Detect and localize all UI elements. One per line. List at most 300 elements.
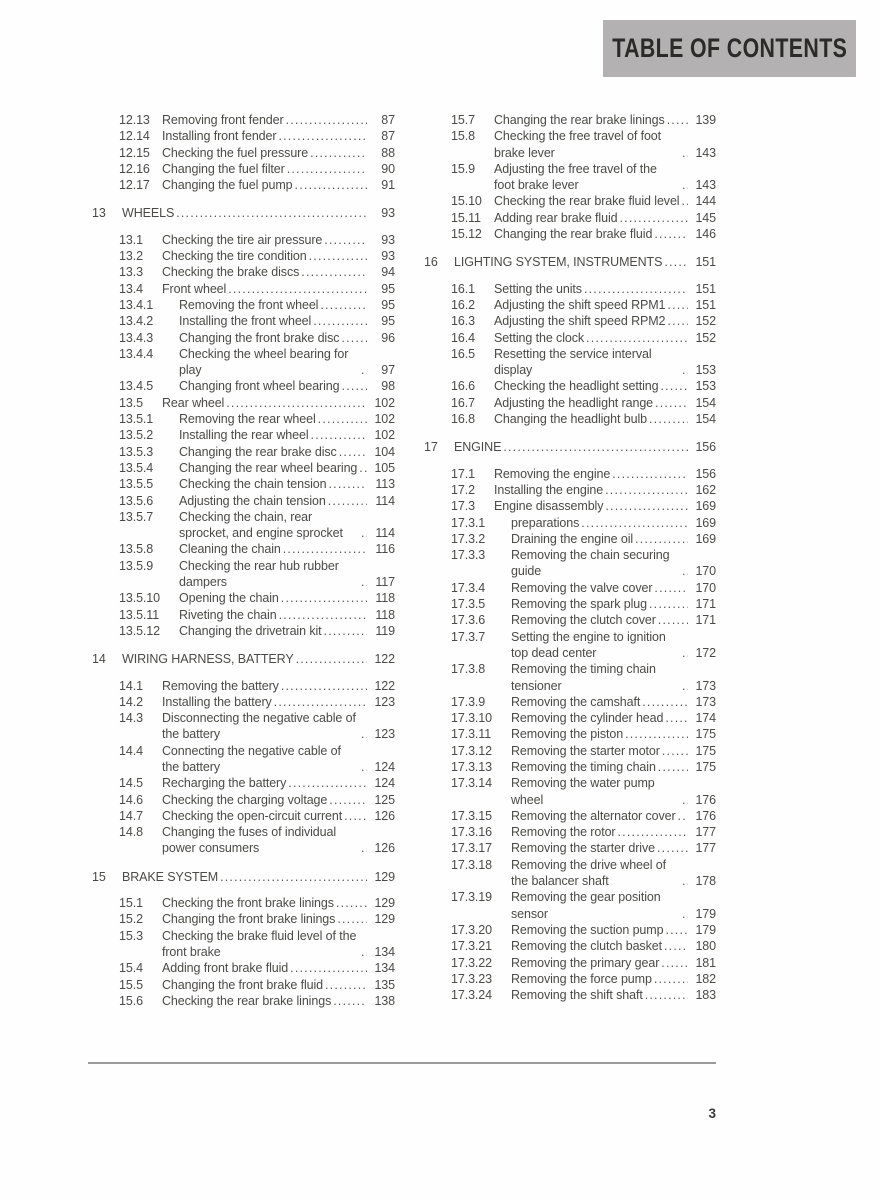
leader-dots <box>680 678 688 694</box>
toc-entry-number: 17.3.1 <box>451 515 486 530</box>
toc-entry-body <box>511 775 716 808</box>
toc-entry <box>119 743 395 776</box>
toc-entry-number: 13.4 <box>119 281 143 296</box>
toc-entry-body <box>494 466 716 482</box>
toc-entry-title: Removing the spark plug <box>511 597 647 612</box>
toc-entry-title: Removing the suction pump <box>511 922 664 937</box>
toc-entry-body <box>494 313 716 329</box>
leader-dots <box>680 906 688 922</box>
toc-entry <box>451 547 716 580</box>
toc-entry <box>451 808 716 824</box>
toc-entry-number: 13.4.5 <box>119 379 154 394</box>
toc-entry-number: 14 <box>92 652 106 667</box>
toc-entry-number: 13.5.11 <box>119 607 160 622</box>
toc-entry-title: Checking the tire air pressure <box>162 232 323 247</box>
toc-entry-page: 173 <box>695 694 716 709</box>
leader-dots <box>582 281 688 297</box>
toc-entry-page: 125 <box>374 792 395 807</box>
leader-dots <box>584 330 688 346</box>
toc-entry-body <box>511 612 716 628</box>
toc-entry-title: Front wheel <box>162 281 227 296</box>
toc-entry <box>119 694 395 710</box>
toc-entry-number: 17.3.4 <box>451 580 486 595</box>
toc-entry-body <box>511 938 716 954</box>
toc-entry-number: 13.5 <box>119 395 143 410</box>
leader-dots <box>610 466 688 482</box>
toc-entry-page: 162 <box>695 482 716 497</box>
toc-entry <box>119 297 395 313</box>
toc-entry-title: Recharging the battery <box>162 776 287 791</box>
toc-entry-number: 17.3.21 <box>451 939 493 954</box>
toc-entry-title: Removing the clutch basket <box>511 939 662 954</box>
toc-entry-body <box>511 840 716 856</box>
toc-entry-number: 17.3.5 <box>451 597 486 612</box>
toc-entry-title: Riveting the chain <box>179 607 277 622</box>
toc-entry-body <box>179 509 395 542</box>
toc-entry-page: 174 <box>695 711 716 726</box>
toc-entry-body <box>162 895 395 911</box>
toc-entry <box>451 346 716 379</box>
toc-entry-body <box>162 792 395 808</box>
toc-entry-number: 14.1 <box>119 678 143 693</box>
toc-entry-body <box>511 694 716 710</box>
toc-entry-page: 182 <box>695 971 716 986</box>
toc-entry-body <box>162 128 395 144</box>
toc-entry-title: Removing the chain securing guide <box>511 548 670 579</box>
toc-entry-page: 179 <box>695 922 716 937</box>
leader-dots <box>662 254 688 270</box>
toc-entry-title: Checking the brake discs <box>162 265 300 280</box>
toc-entry-body <box>494 161 716 194</box>
toc-entry-title: Checking the open-circuit current <box>162 808 343 823</box>
toc-entry-title: Adding rear brake fluid <box>494 210 618 225</box>
leader-dots <box>299 264 367 280</box>
toc-entry-page: 113 <box>375 477 395 492</box>
leader-dots <box>665 112 688 128</box>
toc-entry-page: 124 <box>374 759 395 774</box>
toc-entry-number: 13.2 <box>119 249 143 264</box>
toc-entry-page: 95 <box>381 314 395 329</box>
toc-entry-body <box>162 177 395 193</box>
toc-entry-body <box>179 346 395 379</box>
toc-entry-title: Disconnecting the negative cable of the battery <box>162 711 356 742</box>
toc-entry-body <box>511 971 716 987</box>
toc-entry-page: 152 <box>695 314 716 329</box>
toc-entry-body <box>179 476 395 492</box>
toc-entry <box>451 193 716 209</box>
toc-entry-page: 176 <box>695 808 716 823</box>
toc-entry-number: 17.3.18 <box>451 857 493 872</box>
toc-entry <box>119 411 395 427</box>
toc-entry-number: 13.5.12 <box>119 623 161 638</box>
toc-entry-body <box>511 743 716 759</box>
toc-entry-body <box>162 960 395 976</box>
leader-dots <box>327 792 367 808</box>
toc-entry-number: 15.2 <box>119 912 143 927</box>
toc-entry-body <box>179 313 395 329</box>
toc-entry-number: 17.3.19 <box>451 890 493 905</box>
toc-entry-title: Setting the clock <box>494 330 585 345</box>
toc-entry-page: 156 <box>695 440 716 455</box>
toc-entry-page: 181 <box>695 955 716 970</box>
leader-dots <box>633 531 688 547</box>
page-number: 3 <box>708 1106 716 1121</box>
toc-entry-number: 17.3.2 <box>451 531 486 546</box>
toc-entry-body <box>511 726 716 742</box>
toc-entry-number: 15.5 <box>119 977 143 992</box>
toc-entry <box>119 824 395 857</box>
toc-entry-number: 17.3.17 <box>451 841 493 856</box>
toc-container <box>88 112 716 1009</box>
toc-entry <box>451 531 716 547</box>
toc-entry-number: 15.7 <box>451 113 475 127</box>
toc-entry-number: 17.3.7 <box>451 629 486 644</box>
toc-entry-page: 169 <box>695 499 716 514</box>
toc-entry-number: 12.15 <box>119 145 150 160</box>
toc-entry-number: 17.3.6 <box>451 613 486 628</box>
leader-dots <box>331 993 367 1009</box>
leader-dots <box>326 493 367 509</box>
toc-entry <box>451 281 716 297</box>
toc-entry <box>119 145 395 161</box>
toc-entry-title: preparations <box>511 515 580 530</box>
toc-entry-number: 16.6 <box>451 379 475 394</box>
toc-entry-body <box>162 911 395 927</box>
toc-entry-title: Checking the free travel of foot brake lever <box>494 129 662 160</box>
toc-entry-number: 17.3 <box>451 499 475 514</box>
toc-entry-body <box>494 193 716 209</box>
toc-entry-number: 16.1 <box>451 281 475 296</box>
toc-entry <box>119 928 395 961</box>
toc-entry-number: 13 <box>92 206 106 221</box>
toc-entry-number: 12.17 <box>119 178 150 193</box>
toc-entry-body <box>511 661 716 694</box>
toc-entry-number: 13.3 <box>119 265 143 280</box>
toc-entry-page: 129 <box>374 896 395 911</box>
footer-divider <box>88 1062 716 1064</box>
toc-entry-title: Checking the front brake linings <box>162 896 334 911</box>
toc-entry-number: 13.5.2 <box>119 428 154 443</box>
toc-entry-body <box>511 857 716 890</box>
toc-entry-page: 97 <box>381 363 395 378</box>
toc-entry-number: 16.5 <box>451 346 475 361</box>
toc-entry-body <box>162 264 395 280</box>
toc-entry-title: Removing the front wheel <box>179 297 319 312</box>
toc-entry-page: 180 <box>695 939 716 954</box>
toc-entry-body <box>511 515 716 531</box>
toc-entry-title: Setting the engine to ignition top dead center <box>511 629 666 660</box>
toc-entry-title: Changing the front brake fluid <box>162 977 323 992</box>
toc-entry <box>119 444 395 460</box>
leader-dots <box>680 792 688 808</box>
toc-entry-title: Changing the headlight bulb <box>494 412 647 427</box>
toc-entry <box>119 710 395 743</box>
toc-entry-body <box>179 541 395 557</box>
leader-dots <box>293 177 367 193</box>
toc-entry <box>119 161 395 177</box>
toc-entry-number: 13.4.3 <box>119 330 154 345</box>
toc-entry-page: 135 <box>374 977 395 992</box>
toc-entry-page: 93 <box>381 206 395 221</box>
toc-entry-page: 138 <box>374 993 395 1008</box>
toc-entry-page: 102 <box>374 395 395 410</box>
leader-dots <box>318 297 367 313</box>
leader-dots <box>579 515 688 531</box>
toc-entry <box>119 177 395 193</box>
leader-dots <box>676 808 688 824</box>
toc-entry-page: 154 <box>695 395 716 410</box>
toc-entry-title: Changing the rear brake linings <box>494 113 665 127</box>
toc-entry-title: Adjusting the headlight range <box>494 395 654 410</box>
leader-dots <box>357 460 367 476</box>
toc-entry-title: Checking the rear hub rubber dampers <box>179 558 339 590</box>
toc-entry-page: 126 <box>374 841 395 856</box>
leader-dots <box>680 362 688 378</box>
toc-entry-page: 102 <box>374 428 395 443</box>
toc-entry-page: 95 <box>381 281 395 296</box>
leader-dots <box>288 960 367 976</box>
toc-entry-title: LIGHTING SYSTEM, INSTRUMENTS <box>454 255 663 270</box>
toc-entry-number: 16 <box>424 255 438 270</box>
toc-entry <box>451 759 716 775</box>
leader-dots <box>680 873 688 889</box>
leader-dots <box>224 395 367 411</box>
toc-entry <box>451 580 716 596</box>
toc-entry-title: Changing the fuel pump <box>162 178 293 193</box>
toc-entry-page: 98 <box>381 379 395 394</box>
leader-dots <box>277 607 367 623</box>
toc-entry <box>451 743 716 759</box>
toc-entry-body <box>179 607 395 623</box>
toc-entry <box>88 205 395 221</box>
toc-entry-title: Removing the piston <box>511 727 624 742</box>
toc-entry <box>451 840 716 856</box>
toc-entry-number: 13.4.4 <box>119 346 154 361</box>
toc-entry-page: 117 <box>375 575 395 590</box>
toc-entry-body <box>494 411 716 427</box>
leader-dots <box>359 944 367 960</box>
toc-entry-body <box>494 210 716 226</box>
toc-entry-number: 17.3.13 <box>451 759 493 774</box>
toc-entry-page: 139 <box>695 113 716 127</box>
toc-entry-number: 15.3 <box>119 928 143 943</box>
toc-entry <box>451 498 716 514</box>
leader-dots <box>655 840 688 856</box>
toc-entry <box>451 313 716 329</box>
toc-entry-number: 14.2 <box>119 694 143 709</box>
toc-entry-title: Removing the gear position sensor <box>511 890 661 921</box>
toc-entry <box>119 493 395 509</box>
toc-column-right <box>420 112 716 1009</box>
toc-entry-body <box>511 629 716 662</box>
toc-entry-page: 144 <box>695 194 716 209</box>
toc-entry-page: 104 <box>374 444 395 459</box>
leader-dots <box>643 987 688 1003</box>
toc-entry-body <box>179 444 395 460</box>
toc-entry <box>119 993 395 1009</box>
toc-entry <box>451 824 716 840</box>
toc-entry-page: 175 <box>695 743 716 758</box>
toc-entry-body <box>494 498 716 514</box>
toc-entry-body <box>162 232 395 248</box>
toc-entry-body <box>511 531 716 547</box>
toc-entry-number: 15 <box>92 869 106 884</box>
leader-dots <box>323 977 367 993</box>
toc-entry <box>119 395 395 411</box>
leader-dots <box>276 128 367 144</box>
leader-dots <box>680 145 688 161</box>
toc-entry-page: 114 <box>375 493 395 508</box>
toc-entry-title: WHEELS <box>122 206 175 221</box>
leader-dots <box>647 411 688 427</box>
toc-entry-body <box>511 580 716 596</box>
leader-dots <box>322 623 367 639</box>
toc-entry-page: 179 <box>695 906 716 921</box>
leader-dots <box>680 645 688 661</box>
toc-entry-title: Removing the shift shaft <box>511 988 643 1003</box>
toc-entry-page: 134 <box>374 944 395 959</box>
toc-entry-number: 13.5.4 <box>119 460 154 475</box>
leader-dots <box>658 378 688 394</box>
leader-dots <box>663 710 688 726</box>
toc-entry-page: 151 <box>695 281 716 296</box>
leader-dots <box>339 330 367 346</box>
toc-entry-number: 13.5.6 <box>119 493 154 508</box>
toc-entry-body <box>162 248 395 264</box>
toc-entry-number: 13.1 <box>119 232 143 247</box>
toc-entry-title: Changing the fuel filter <box>162 161 285 176</box>
toc-entry-body <box>162 710 395 743</box>
toc-entry <box>119 895 395 911</box>
toc-entry-page: 175 <box>695 759 716 774</box>
toc-entry-number: 16.3 <box>451 314 475 329</box>
toc-entry-title: Changing the drivetrain kit <box>179 623 322 638</box>
toc-entry-body <box>179 558 395 591</box>
toc-entry-body <box>162 112 395 128</box>
leader-dots <box>652 226 688 242</box>
toc-entry-body <box>494 226 716 242</box>
toc-entry-body <box>162 775 395 791</box>
toc-entry <box>451 629 716 662</box>
toc-entry-page: 96 <box>381 330 395 345</box>
leader-dots <box>309 427 367 443</box>
leader-dots <box>501 439 688 455</box>
toc-entry-body <box>179 623 395 639</box>
toc-entry-body <box>511 808 716 824</box>
toc-entry-page: 123 <box>374 727 395 742</box>
toc-entry-number: 17.3.15 <box>451 808 493 823</box>
leader-dots <box>226 281 367 297</box>
toc-entry-page: 151 <box>695 255 716 270</box>
toc-entry-page: 176 <box>695 792 716 807</box>
leader-dots <box>174 205 367 221</box>
toc-entry-title: Checking the charging voltage <box>162 792 328 807</box>
toc-entry-body <box>162 694 395 710</box>
toc-entry-number: 13.5.7 <box>119 509 154 524</box>
leader-dots <box>659 955 688 971</box>
toc-entry-number: 15.8 <box>451 129 475 144</box>
toc-entry-body <box>162 993 395 1009</box>
leader-dots <box>680 193 689 209</box>
toc-entry-number: 15.10 <box>451 194 482 209</box>
leader-dots <box>660 743 688 759</box>
toc-entry-title: Checking the chain, rear sprocket, and engine sprocket <box>179 509 343 541</box>
toc-entry <box>119 911 395 927</box>
leader-dots <box>218 869 367 885</box>
toc-entry <box>451 938 716 954</box>
toc-entry-number: 14.4 <box>119 743 143 758</box>
toc-entry <box>119 281 395 297</box>
leader-dots <box>359 362 367 378</box>
toc-entry-title: Removing the timing chain <box>511 759 656 774</box>
leader-dots <box>327 476 368 492</box>
page-header <box>603 20 856 77</box>
toc-entry-title: Checking the fuel pressure <box>162 145 309 160</box>
leader-dots <box>662 938 688 954</box>
toc-entry-number: 14.7 <box>119 808 143 823</box>
leader-dots <box>359 726 367 742</box>
toc-entry-number: 15.12 <box>451 227 482 242</box>
toc-entry <box>119 678 395 694</box>
toc-entry-title: Removing the valve cover <box>511 580 653 595</box>
toc-entry-title: Draining the engine oil <box>511 531 634 546</box>
toc-entry-page: 153 <box>695 379 716 394</box>
toc-entry-page: 119 <box>375 623 395 638</box>
toc-entry-number: 17.3.9 <box>451 694 486 709</box>
toc-entry-number: 16.4 <box>451 330 475 345</box>
toc-entry-body <box>179 378 395 394</box>
toc-entry <box>451 297 716 313</box>
toc-entry-page: 156 <box>695 466 716 481</box>
toc-entry-number: 12.13 <box>119 113 150 127</box>
toc-entry <box>88 651 395 667</box>
toc-entry <box>451 161 716 194</box>
toc-entry-body <box>494 330 716 346</box>
toc-entry-number: 17.3.10 <box>451 711 493 726</box>
toc-entry-page: 178 <box>695 874 716 889</box>
toc-entry-title: Setting the units <box>494 281 582 296</box>
toc-entry-page: 124 <box>374 776 395 791</box>
toc-entry-title: Checking the tire condition <box>162 249 307 264</box>
toc-entry-number: 16.2 <box>451 297 475 312</box>
leader-dots <box>340 378 367 394</box>
toc-entry <box>451 857 716 890</box>
toc-entry-page: 134 <box>374 961 395 976</box>
toc-entry-title: Removing the clutch cover <box>511 613 656 628</box>
toc-entry-number: 17.1 <box>451 466 475 481</box>
toc-entry-number: 17.3.23 <box>451 971 493 986</box>
leader-dots <box>647 596 688 612</box>
toc-entry-title: Checking the chain tension <box>179 477 327 492</box>
toc-entry-page: 116 <box>375 542 395 557</box>
toc-entry-page: 172 <box>695 645 716 660</box>
toc-entry <box>451 661 716 694</box>
toc-entry-number: 14.5 <box>119 776 143 791</box>
toc-entry <box>119 476 395 492</box>
leader-dots <box>284 112 367 128</box>
toc-entry-title: Changing the rear brake disc <box>179 444 337 459</box>
leader-dots <box>359 574 367 590</box>
leader-dots <box>359 759 367 775</box>
leader-dots <box>281 541 367 557</box>
toc-entry-title: Resetting the service interval display <box>494 346 652 378</box>
toc-entry-body <box>162 928 395 961</box>
toc-entry-number: 17.3.14 <box>451 776 493 791</box>
toc-entry-body <box>162 395 395 411</box>
toc-entry-page: 91 <box>381 178 395 193</box>
toc-entry-number: 13.4.1 <box>119 297 154 312</box>
toc-entry-title: Removing the force pump <box>511 971 652 986</box>
